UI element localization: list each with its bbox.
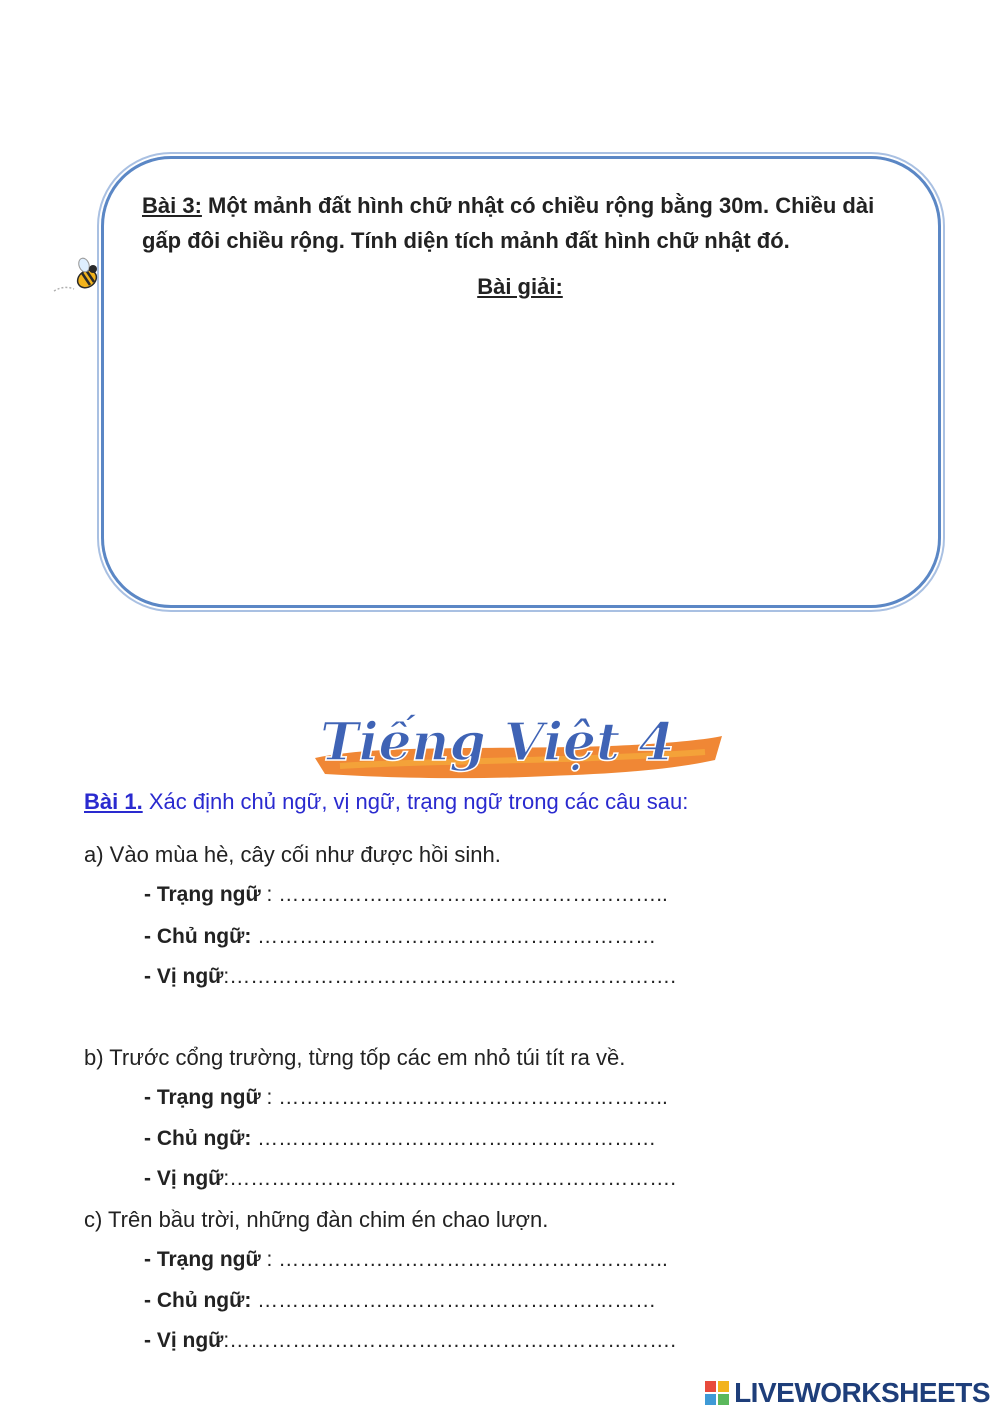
logo-text: Tiếng Việt 4 — [320, 712, 675, 773]
solution-heading: Bài giải: — [477, 274, 563, 299]
answer-line[interactable] — [144, 925, 656, 949]
exercise-1-title — [84, 789, 688, 815]
answer-blank[interactable]: ………………………………………………… — [251, 1127, 657, 1150]
answer-blank[interactable]: :………………………………………………………. — [223, 1329, 677, 1352]
answer-line[interactable] — [144, 1289, 656, 1313]
answer-line[interactable] — [144, 883, 668, 907]
exercise-1-instruction: Xác định chủ ngữ, vị ngữ, trạng ngữ trong các câu sau: — [142, 789, 689, 814]
answer-line[interactable] — [144, 1086, 668, 1110]
answer-label: - Vị ngữ — [144, 1329, 224, 1352]
answer-blank[interactable]: :………………………………………………………. — [223, 965, 677, 988]
answer-blank[interactable]: : ……………………………………………….. — [260, 1248, 668, 1271]
answer-label: - Trạng ngữ — [144, 883, 261, 906]
answer-label: - Vị ngữ — [144, 965, 224, 988]
answer-line[interactable] — [144, 1329, 676, 1353]
answer-line[interactable] — [144, 1248, 668, 1272]
question-b: b) Trước cổng trường, từng tốp các em nhỏ túi tít ra về. — [84, 1045, 626, 1070]
answer-line[interactable] — [144, 1167, 676, 1191]
answer-label: - Chủ ngữ: — [144, 925, 252, 948]
answer-blank[interactable]: : ……………………………………………….. — [260, 1086, 668, 1109]
exercise-3-label: Bài 3: — [142, 193, 202, 218]
question-c: c) Trên bầu trời, những đàn chim én chao lượn. — [84, 1207, 549, 1232]
exercise-3-text — [142, 188, 902, 258]
answer-line[interactable] — [144, 965, 676, 989]
answer-line[interactable] — [144, 1127, 656, 1151]
answer-blank[interactable]: ………………………………………………… — [251, 1289, 657, 1312]
liveworksheets-logo-icon — [704, 1380, 730, 1406]
answer-blank[interactable]: :………………………………………………………. — [223, 1167, 677, 1190]
answer-label: - Chủ ngữ: — [144, 1289, 252, 1312]
answer-label: - Trạng ngữ — [144, 1248, 261, 1271]
liveworksheets-watermark — [704, 1377, 990, 1409]
exercise-3-problem: Một mảnh đất hình chữ nhật có chiều rộng bằng 30m. Chiều dài gấp đôi chiều rộng. Tính diện tích mảnh đất hình chữ nhật đó. — [142, 193, 875, 253]
question-a: a) Vào mùa hè, cây cối như được hồi sinh. — [84, 842, 501, 867]
answer-label: - Trạng ngữ — [144, 1086, 261, 1109]
answer-blank[interactable]: ………………………………………………… — [251, 925, 657, 948]
liveworksheets-brand: LIVEWORKSHEETS — [734, 1377, 990, 1408]
exercise-1-label: Bài 1. — [84, 789, 143, 814]
answer-label: - Vị ngữ — [144, 1167, 224, 1190]
answer-blank[interactable]: : ……………………………………………….. — [260, 883, 668, 906]
answer-label: - Chủ ngữ: — [144, 1127, 252, 1150]
tieng-viet-4-logo — [310, 700, 730, 790]
